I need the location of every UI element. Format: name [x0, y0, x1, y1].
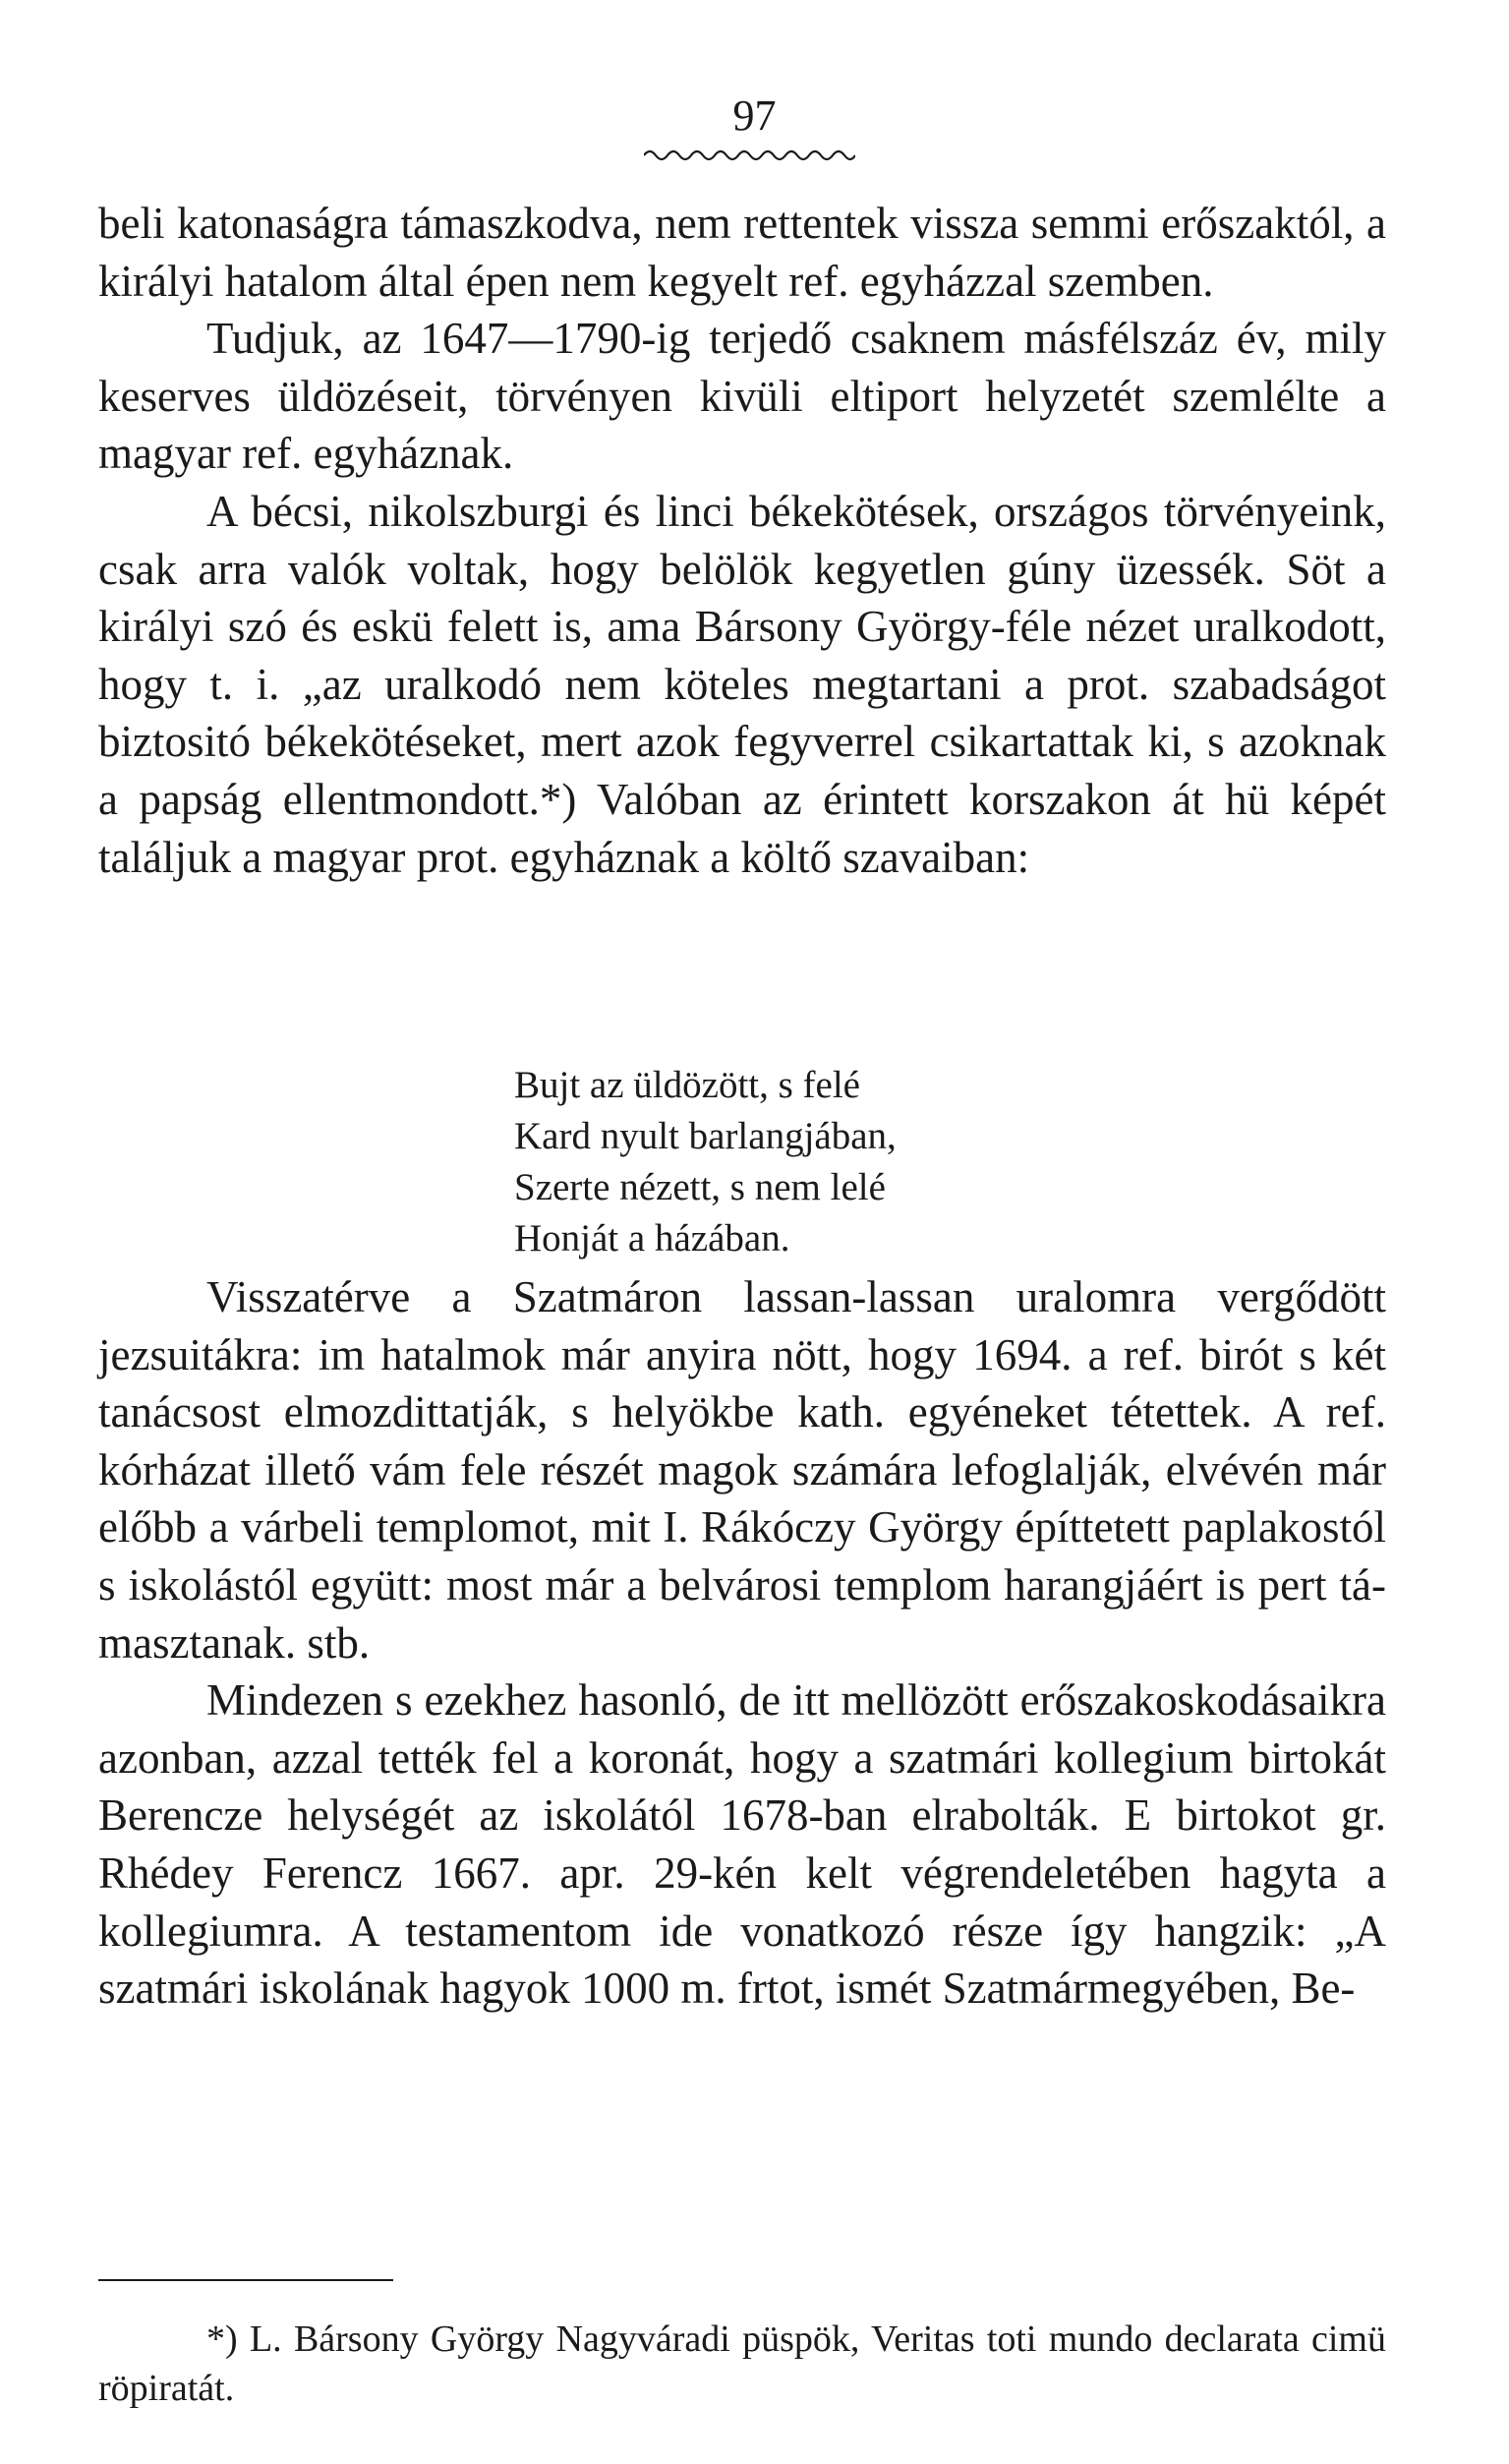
page-number: 97 [732, 91, 777, 140]
main-text-lower [98, 1268, 1386, 2018]
paragraph-continuation: beli katonaságra támaszkodva, nem rettentek vissza semmi erőszaktól, a királyi hatalom által épen nem kegyelt ref. egyházzal szemben. [98, 199, 1386, 306]
verse-line: Szerte nézett, s nem lelé [514, 1166, 886, 1208]
verse-line: Honját a házában. [514, 1217, 790, 1260]
verse-line: Bujt az üldözött, s felé [514, 1064, 860, 1106]
footnote: *) L. Bársony György Nagyváradi püspök, Veritas toti mundo declarata cimü röpiratát. [98, 2318, 1386, 2409]
paragraph-peace-treaties: A bécsi, nikolszburgi és linci békekötések, országos törvényeink, csak arra valók voltak, hogy belölök kegyetlen gúny üzessék. Söt a királyi szó és eskü felett is, ama Bársony György-féle nézet uralkodott, hogy t. i. „az uralkodó nem köteles megtartani a prot. szabadságot biztositó békekötéseket, mert azok fegyverrel csikartattak ki, s azoknak a papság ellentmondott.*) Valóban az érintett korszakon át hü képét találjuk a magyar prot. egyháznak a költő szavaiban: [98, 486, 1386, 882]
wavy-rule-ornament [644, 147, 855, 163]
verse-line: Kard nyult barlangjában, [514, 1115, 897, 1157]
paragraph-persecution: Tudjuk, az 1647—1790-ig terjedő csaknem másfélszáz év, mily keserves üldözéseit, törvényen kivüli eltiport helyzetét szemlélte a magyar ref. egyháznak. [98, 314, 1386, 479]
paragraph-college-estate: Mindezen s ezekhez hasonló, de itt mellözött erőszakoskodásaikra azonban, azzal tették fel a koronát, hogy a szatmári kollegium birtokát Berencze helységét az iskolától 1678-ban elrabolták. E birtokot gr. Rhédey Ferencz 1667. apr. 29-kén kelt végrendeletében hagyta a kollegiumra. A testamentom ide vonatkozó része így hangzik: „A szatmári iskolának hagyok 1000 m. frtot, ismét Szatmármegyében, Be- [98, 1675, 1386, 2014]
verse-quote [514, 1060, 1202, 1264]
main-text-upper [98, 195, 1386, 886]
footnote-divider [98, 2279, 393, 2281]
paragraph-jesuits: Visszatérve a Szatmáron lassan-lassan uralomra vergődött jezsuitákra: im hatalmok már anyira nött, hogy 1694. a ref. birót s két tanácsost elmozdittatják, s helyökbe kath. egyéneket tétettek. A ref. kórházat illető vám fele részét magok számára lefoglalják, elvévén már előbb a várbeli templomot, mit I. Rákóczy György építtetett paplakostól s iskolástól együtt: most már a belvárosi templom harangjáért is pert támasztanak. stb. [98, 1272, 1386, 1668]
